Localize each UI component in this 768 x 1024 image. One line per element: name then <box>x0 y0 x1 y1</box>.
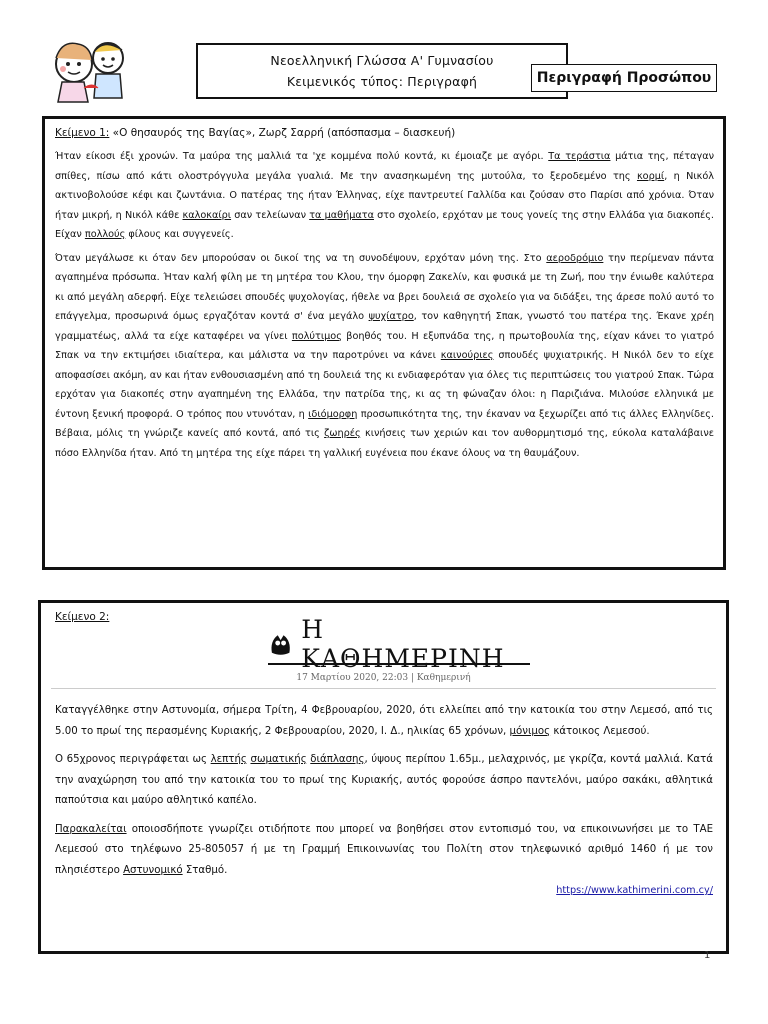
course-title: Νεοελληνική Γλώσσα Α' Γυμνασίου <box>270 53 494 68</box>
children-logo-icon <box>44 36 136 106</box>
text2-paragraph-1: Καταγγέλθηκε στην Αστυνομία, σήμερα Τρίτη, 4 Φεβρουαρίου, 2020, ότι ελλείπει από την κατοικία του στην Λεμεσό, από τις 5.00 το πρωί της περασμένης Κυριακής, 2 Φεβρουαρίου, 2020, Ι. Δ., ηλικίας 65 χρόνων, μόνιμος κάτοικος Λεμεσού. <box>55 705 713 737</box>
topic-title: Περιγραφή Προσώπου <box>531 64 717 92</box>
text2-paragraph-3: Παρακαλείται οποιοσδήποτε γνωρίζει οτιδήποτε που μπορεί να βοηθήσει στον εντοπισμό του, να επικοινωνήσει με το ΤΑΕ Λεμεσού στο τηλέφωνο 25-805057 ή με τη Γραμμή Επικοινωνίας του Πολίτη στον τηλεφωνικό αριθμό 1460 ή με τον πλησιέστερο Αστυνομικό Σταθμό. <box>55 823 713 876</box>
source-link[interactable]: https://www.kathimerini.com.cy/ <box>556 885 713 896</box>
owl-icon <box>268 631 293 657</box>
masthead-title: Η ΚΑΘΗΜΕΡΙΝΗ <box>301 615 505 673</box>
text-type: Κειμενικός τύπος: Περιγραφή <box>286 74 478 89</box>
kathimerini-masthead <box>268 615 530 673</box>
text2-label: Κείμενο 2: <box>55 611 110 623</box>
text1-source: «Ο θησαυρός της Βαγίας», Ζωρζ Σαρρή (απόσπασμα – διασκευή) <box>112 127 456 139</box>
text2-paragraph-2: Ο 65χρονος περιγράφεται ως λεπτής σωματικής διάπλασης, ύψους περίπου 1.65μ., μελαχρινός, με γκρίζα, κοντά μαλλιά. Κατά την αναχώρηση του από την κατοικία του το πρωί της Κυριακής, αυτός φορούσε άσπρο παντελόνι, μαύρο σακάκι, αθλητικά παπούτσια και μαύρο αθλητικό καπέλο. <box>55 754 713 806</box>
article-dateline: 17 Μαρτίου 2020, 22:03 | Καθημερινή <box>296 673 471 683</box>
divider <box>51 688 716 689</box>
text2-box <box>38 600 729 954</box>
text1-heading <box>55 125 714 141</box>
text1-box <box>42 116 726 570</box>
text1-paragraph-2: Όταν μεγάλωσε κι όταν δεν μπορούσαν οι δικοί της να τη συνοδέψουν, ερχόταν μόνη της. Στο αεροδρόμιο την περίμεναν πάντα αγαπημένα πρόσωπα. Ήταν καλή φίλη με τη μητέρα του Κλου, την όμορφη Ζακελίν, και φυσικά με τη Ζωή, που την ένιωθε καλύτερα κι από μεγάλη αδερφή. Είχε τελειώσει σπουδές ψυχολογίας, ήθελε να βρει δουλειά σε σχολείο για να διδάξει, της άρεσε πολύ αυτό το επάγγελμα, προσωρινά όμως εργαζόταν κοντά σ' ένα μεγάλο ψυχίατρο, τον καθηγητή Σπακ, γνωστό του πατέρα της. Έκανε χρέη γραμματέως, αλλά τα είχε καταφέρει να γίνει πολύτιμος βοηθός του. Η εξυπνάδα της, η πρωτοβουλία της, είχαν κάνει το γιατρό Σπακ να την εκτιμήσει ιδιαίτερα, και μάλιστα να την παροτρύνει να κάνει καινούριες σπουδές ψυχιατρικής. Η Νικόλ δεν το είχε αποφασίσει ακόμη, αν και ήταν ενθουσιασμένη από τη δουλειά της κι ενδιαφερόταν για όλες τις περιπτώσεις του γιατρού Σπακ. Τώρα ερχόταν για διακοπές στην αγαπημένη της Ελλάδα, την πατρίδα της, κι ας τη φώναζαν όλοι: η Παριζιάνα. Μιλούσε ελληνικά με έντονη ξενική προφορά. Ο τρόπος που ντυνόταν, η ιδιόμορφη προσωπικότητα της, την έκαναν να ξεχωρίζει από τις άλλες Ελληνίδες. Βέβαια, μόλις τη γνώριζε κανείς από κοντά, από τις ζωηρές κινήσεις των χεριών και τον αυθορμητισμό της, εύκολα καταλάβαινε πόσο Ελληνίδα ήταν. Από τη μητέρα της είχε πάρει τη γαλλική ευγένεια που έκανε όλους να τη θαυμάζουν. <box>55 252 715 459</box>
text1-label: Κείμενο 1: <box>55 127 110 139</box>
document-header <box>196 43 568 99</box>
article-body <box>55 701 713 896</box>
page-number: 1 <box>704 950 711 961</box>
text1-paragraph-1: Ήταν είκοσι έξι χρονών. Τα μαύρα της μαλλιά τα 'χε κομμένα πολύ κοντά, κι έμοιαζε με αγόρι. Τα τεράστια μάτια της, πέταγαν σπίθες, πίσω από κάτι ολοστρόγγυλα μεγάλα γυαλιά. Με την ανασηκωμένη της μυτούλα, το ξεροδεμένο της κορμί, η Νικόλ ακτινοβολούσε κέφι και ζωντάνια. Ο πατέρας της ήταν Έλληνας, είχε παντρευτεί Γαλλίδα και ζούσαν στο Παρίσι από χρόνια. Όταν ήταν μικρή, η Νικόλ κάθε καλοκαίρι σαν τελείωναν τα μαθήματα στο σχολείο, ερχόταν με τους γονείς της στην Ελλάδα για διακοπές. Είχαν πολλούς φίλους και συγγενείς. <box>55 151 715 240</box>
